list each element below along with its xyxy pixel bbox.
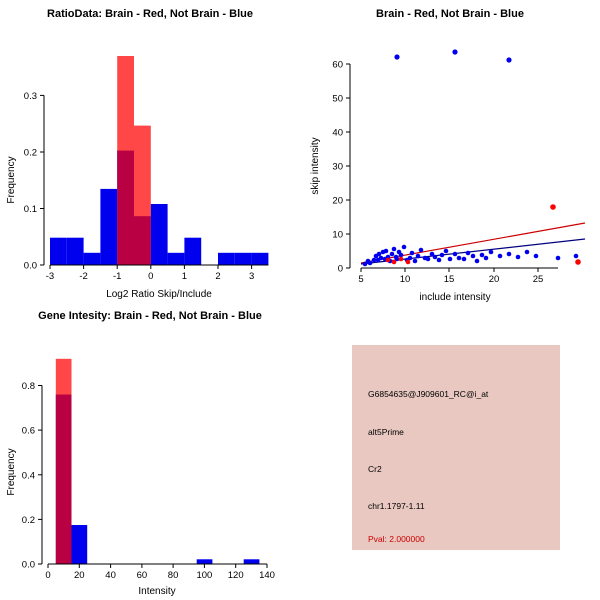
scatter-ylabel: skip intensity (310, 137, 321, 195)
xtick-3: 20 (488, 274, 500, 285)
ytick-1: 0.1 (23, 204, 37, 215)
xtick-3: 0 (148, 271, 154, 282)
ytick-3: 30 (332, 161, 343, 173)
gene-xlabel: Intensity (138, 586, 176, 597)
xtick-4: 25 (532, 274, 544, 285)
xtick-6: 120 (227, 570, 244, 581)
scatter-points-blue (363, 49, 579, 266)
ytick-4: 0.8 (21, 381, 35, 392)
panel-ratio-histogram (0, 0, 300, 300)
xtick-2: 15 (443, 274, 455, 285)
xtick-6: 3 (248, 271, 255, 282)
ytick-1: 0.2 (21, 514, 35, 526)
ytick-2: 0.4 (21, 470, 35, 482)
gene-ylabel: Frequency (6, 448, 17, 496)
scatter-x-tick-labels (358, 274, 543, 285)
panel-gene-histogram (0, 300, 300, 600)
gene-blue-bars (56, 395, 260, 565)
xtick-3: 60 (136, 570, 148, 581)
xtick-0: 5 (358, 274, 364, 285)
panel-scatter (300, 0, 600, 303)
ratio-histogram-svg (0, 20, 300, 300)
red-bars (117, 56, 151, 265)
xtick-1: 10 (399, 274, 411, 285)
ytick-4: 40 (332, 127, 343, 139)
ytick-0: 0 (337, 263, 343, 275)
xtick-7: 140 (259, 570, 275, 581)
info-pval: Pval: 2.000000 (368, 534, 425, 544)
gene-y-tick-labels (22, 381, 35, 571)
ytick-1: 10 (332, 229, 343, 241)
xtick-0: -3 (45, 271, 55, 282)
xtick-2: 40 (105, 570, 116, 581)
panel-scatter-title: Brain - Red, Not Brain - Blue (376, 8, 524, 20)
ytick-0: 0.0 (23, 260, 37, 272)
scatter-xlabel: include intensity (419, 292, 491, 303)
gene-red-bars (56, 359, 72, 564)
ytick-5: 50 (332, 93, 343, 105)
xtick-1: 20 (74, 570, 85, 581)
ytick-2: 20 (332, 195, 343, 207)
xtick-4: 1 (181, 271, 188, 282)
xtick-4: 80 (167, 570, 179, 581)
xtick-5: 2 (215, 271, 221, 282)
scatter-y-tick-labels (332, 60, 343, 275)
xtick-2: -1 (112, 271, 122, 282)
xtick-0: 0 (45, 570, 51, 581)
xtick-1: -2 (79, 271, 88, 282)
info-event-type: alt5Prime (368, 427, 404, 437)
info-probe-id: G6854635@J909601_RC@i_at (368, 389, 489, 399)
ytick-3: 0.3 (23, 91, 37, 102)
gene-histogram-svg (0, 322, 300, 597)
blue-bars (50, 151, 268, 265)
xtick-5: 100 (196, 570, 213, 581)
info-locus: chr1.1797-1.11 (368, 501, 425, 511)
panel-gene-title: Gene Intesity: Brain - Red, Not Brain - Blue (38, 310, 262, 322)
scatter-svg (300, 20, 600, 303)
ytick-2: 0.2 (23, 147, 37, 159)
panel-ratio-title: RatioData: Brain - Red, Not Brain - Blue (47, 8, 253, 20)
ratio-xlabel: Log2 Ratio Skip/Include (106, 289, 212, 300)
gene-info-box (352, 345, 560, 550)
ratio-x-tick-labels (46, 271, 254, 282)
ytick-6: 60 (332, 59, 343, 71)
ratio-y-tick-labels (24, 91, 37, 272)
info-gene-symbol: Cr2 (368, 464, 382, 474)
ratio-ylabel: Frequency (6, 156, 17, 204)
ytick-0: 0.0 (21, 559, 35, 571)
scatter-axes (346, 64, 558, 272)
ytick-3: 0.6 (21, 425, 35, 437)
gene-x-tick-labels (45, 570, 275, 581)
